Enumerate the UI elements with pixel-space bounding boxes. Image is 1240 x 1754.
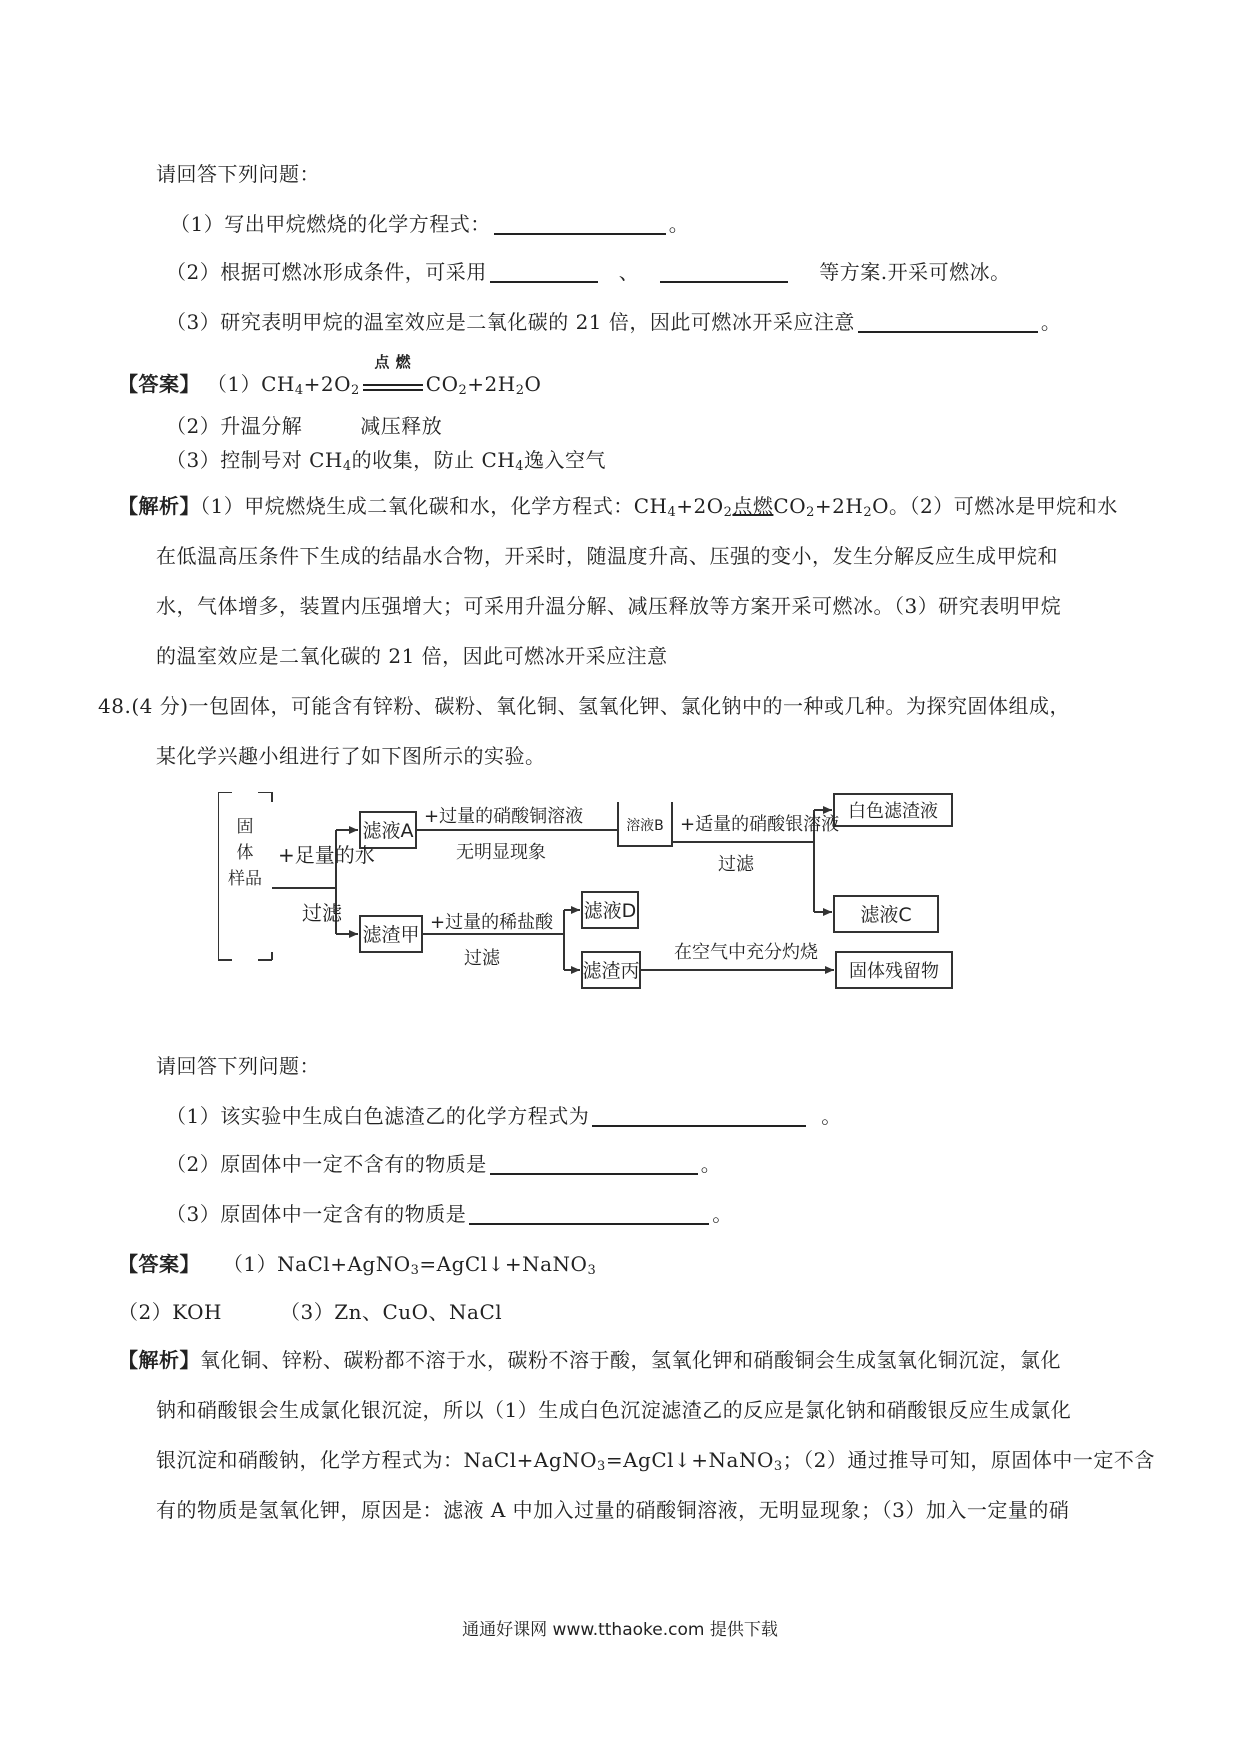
equation-part: =AgCl↓+NaNO (419, 1252, 588, 1276)
q47-answer-3 (166, 446, 606, 481)
q48-q1-text: （1）该实验中生成白色滤渣乙的化学方程式为 (166, 1104, 590, 1128)
experiment-flow-diagram (218, 792, 1078, 1014)
subscript: 2 (351, 383, 360, 398)
step5-condition: 在空气中充分灼烧 (674, 942, 818, 963)
equation-part: （1）NaCl+AgNO (222, 1252, 411, 1276)
step4-reagent: +适量的硝酸银溶液 (680, 814, 840, 835)
q47-q3-text: （3）研究表明甲烷的温室效应是二氧化碳的 21 倍，因此可燃冰开采应注意 (166, 310, 855, 334)
q48-stem-line-2: 某化学兴趣小组进行了如下图所示的实验。 (156, 744, 546, 768)
q48-q2-text: （2）原固体中一定不含有的物质是 (166, 1152, 487, 1176)
q48-question-1 (166, 1102, 842, 1130)
step3-operation: 过滤 (464, 948, 500, 969)
q48-analysis-line-1 (118, 1346, 1061, 1374)
q47-q2-text: （2）根据可燃冰形成条件，可采用 (166, 260, 487, 284)
answer-tag: 【答案】 (118, 372, 200, 396)
q48-q2-end: 。 (700, 1152, 722, 1176)
white-residue-label: 白色滤渣液 (848, 801, 938, 822)
q48-analysis-line-2: 钠和硝酸银会生成氯化银沉淀，所以（1）生成白色沉淀滤渣乙的反应是氯化钠和硝酸银反应生成氯化 (156, 1398, 1072, 1422)
subscript: 2 (458, 383, 468, 398)
subscript: 3 (773, 1459, 783, 1474)
analysis-text: 氧化铜、锌粉、碳粉都不溶于水，碳粉不溶于酸，氢氧化钾和硝酸铜会生成氢氧化铜沉淀，氯化 (200, 1348, 1061, 1372)
equation-part: +2H (467, 372, 516, 396)
analysis-text: 银沉淀和硝酸钠，化学方程式为：NaCl+AgNO (156, 1448, 598, 1472)
q47-q1-text: （1）写出甲烷燃烧的化学方程式： (170, 212, 491, 236)
subscript: 2 (515, 383, 525, 398)
filtrate-d-label: 滤液D (583, 900, 637, 922)
analysis-tag: 【解析】 (118, 494, 200, 518)
residue-bing-label: 滤渣丙 (582, 960, 640, 982)
answer-tag: 【答案】 (118, 1252, 200, 1276)
analysis-text: （1）甲烷燃烧生成二氧化碳和水，化学方程式：CH (200, 494, 668, 518)
answer-text: （2）升温分解 (166, 414, 303, 438)
step4-operation: 过滤 (718, 854, 754, 875)
answer-text: （3）控制号对 CH (166, 448, 343, 472)
answer-blank[interactable] (469, 1203, 709, 1225)
condition-label: 点 燃 (374, 353, 412, 371)
answer-text: 逸入空气 (524, 448, 606, 472)
q48-analysis-line-3 (156, 1446, 1155, 1481)
subscript: 3 (597, 1459, 606, 1474)
analysis-text: CO (773, 494, 807, 518)
q47-question-1 (170, 210, 689, 238)
q48-stem-line-1 (98, 692, 1070, 720)
q47-prompt: 请回答下列问题： (156, 162, 320, 186)
answer-blank[interactable] (490, 1153, 698, 1175)
q48-analysis-line-4: 有的物质是氢氧化钾，原因是：滤液 A 中加入过量的硝酸铜溶液，无明显现象；（3）加入一定量的硝 (156, 1498, 1070, 1522)
solid-residue-label: 固体残留物 (849, 961, 939, 982)
double-line-icon (363, 384, 423, 391)
equation-part: O (524, 372, 542, 396)
answer-blank[interactable] (660, 261, 788, 283)
answer-text: 的收集，防止 CH (351, 448, 516, 472)
subscript: 4 (667, 505, 677, 520)
answer-blank[interactable] (494, 213, 666, 235)
residue-jia-label: 滤渣甲 (362, 924, 420, 946)
sample-label-2: 体 (236, 843, 254, 863)
subscript: 4 (342, 459, 352, 474)
step1-reagent: +足量的水 (278, 843, 375, 867)
q48-q3-end: 。 (712, 1202, 733, 1226)
q47-question-2 (166, 258, 1011, 286)
q47-analysis-line-3: 水，气体增多，装置内压强增大；可采用升温分解、减压释放等方案开采可燃冰。（3）研究表明甲烷 (156, 594, 1062, 618)
step1-operation: 过滤 (302, 901, 342, 925)
analysis-text: ；（2）通过推导可知，原固体中一定不含 (782, 1448, 1155, 1472)
step2-observation: 无明显现象 (456, 842, 546, 863)
q48-question-3 (166, 1200, 733, 1228)
solution-b-label: 溶液B (626, 818, 664, 834)
answer-text: （2）KOH (118, 1300, 222, 1324)
subscript: 4 (294, 383, 304, 398)
q47-answer-2 (166, 412, 442, 440)
answer-text: 减压释放 (360, 414, 443, 438)
subscript: 2 (806, 505, 815, 520)
answer-blank[interactable] (592, 1105, 806, 1127)
sample-label-3: 样品 (228, 869, 262, 889)
analysis-tag: 【解析】 (118, 1348, 200, 1372)
q48-q3-text: （3）原固体中一定含有的物质是 (166, 1202, 467, 1226)
filtrate-a-label: 滤液A (362, 820, 414, 842)
q47-analysis-line-1 (118, 492, 1118, 527)
condition-label: 点燃 (732, 494, 774, 518)
q47-q2-sep: 、 (618, 260, 640, 284)
q48-stem: (4 分)一包固体，可能含有锌粉、碳粉、氧化铜、氢氧化钾、氯化钠中的一种或几种。为探究固体组成， (131, 694, 1070, 718)
q47-analysis-line-2: 在低温高压条件下生成的结晶水合物，开采时，随温度升高、压强的变小，发生分解反应生成甲烷和 (156, 544, 1058, 568)
answer-blank[interactable] (858, 311, 1038, 333)
q47-q2-end: 等方案.开采可燃冰。 (819, 260, 1011, 284)
q47-q1-end: 。 (668, 212, 690, 236)
subscript: 2 (863, 505, 873, 520)
q47-q3-end: 。 (1040, 310, 1062, 334)
sample-label-1: 固 (236, 817, 254, 837)
q47-question-3 (166, 308, 1061, 336)
analysis-text: =AgCl↓+NaNO (605, 1448, 774, 1472)
subscript: 2 (723, 505, 733, 520)
q48-question-2 (166, 1150, 721, 1178)
equation-part: （1）CH (206, 372, 295, 396)
q48-answer-2 (118, 1298, 502, 1326)
q48-q1-end: 。 (821, 1104, 842, 1128)
q48-answer-1 (118, 1250, 596, 1285)
answer-text: （3）Zn、CuO、NaCl (279, 1300, 503, 1324)
q48-prompt: 请回答下列问题： (156, 1054, 320, 1078)
analysis-text: +2H (814, 494, 864, 518)
equation-part: +2O (303, 372, 351, 396)
step2-reagent: +过量的硝酸铜溶液 (424, 806, 584, 827)
analysis-text: +2O (676, 494, 724, 518)
subscript: 3 (410, 1263, 420, 1278)
subscript: 3 (587, 1263, 597, 1278)
question-number: 48. (98, 694, 132, 718)
step3-reagent: +过量的稀盐酸 (430, 912, 554, 933)
filtrate-c-label: 滤液C (860, 904, 912, 926)
page-footer: 通通好课网 www.tthaoke.com 提供下载 (462, 1620, 778, 1640)
answer-blank[interactable] (490, 261, 598, 283)
equation-part: CO (425, 372, 459, 396)
analysis-text: O。（2）可燃冰是甲烷和水 (872, 494, 1118, 518)
q47-answer-1 (118, 353, 542, 405)
subscript: 4 (515, 459, 524, 474)
reaction-condition (363, 353, 423, 391)
q47-analysis-line-4: 的温室效应是二氧化碳的 21 倍，因此可燃冰开采应注意 (156, 644, 668, 668)
